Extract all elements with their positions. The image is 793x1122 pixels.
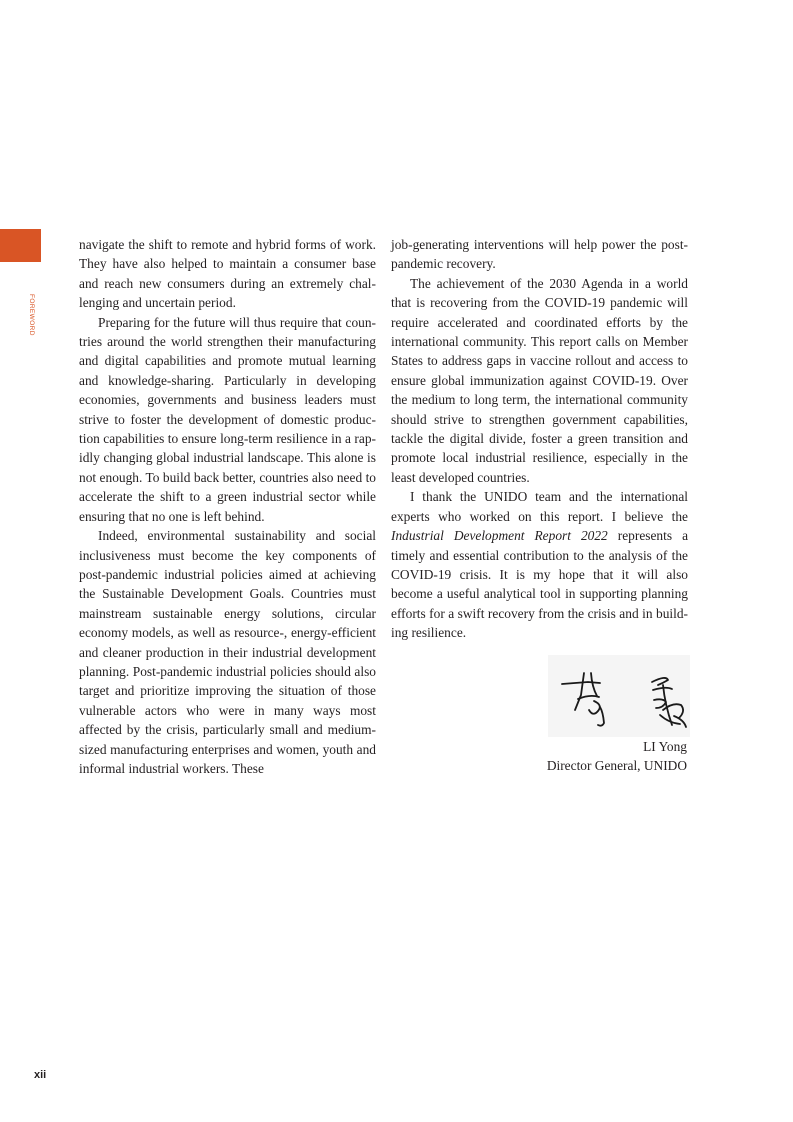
paragraph-text: I thank the UNIDO team and the international experts who worked on this report. I believe the xyxy=(391,489,688,524)
right-text-column xyxy=(391,235,688,643)
left-text-column xyxy=(79,235,376,778)
chapter-tab-marker xyxy=(0,229,41,262)
paragraph: job-generating interventions will help power the post-pandemic recovery. xyxy=(391,237,688,272)
handwritten-signature xyxy=(548,655,690,737)
paragraph-text: represents a timely and essential contribution to the analysis of the COVID-19 crisis. It is my hope that it will also become a useful analytical tool in supporting planning efforts for a swift recovery from the crisis and in building resilience. xyxy=(391,528,689,641)
paragraph: The achievement of the 2030 Agenda in a world that is recovering from the COVID-19 pandemic will require accelerated and coordinated efforts by the international community. This report calls on Member States to address gaps in vaccine rollout and access to ensure global immunization against COVID-19. Over the medium to long term, the international community should strive to strengthen government capabilities, tackle the digital divide, foster a green transition and promote local industrial resilience, especially in the least developed countries. xyxy=(391,275,688,485)
signatory-title: Director General, UNIDO xyxy=(546,758,687,773)
chapter-label: FOREWORD xyxy=(28,294,35,336)
paragraph: Indeed, environmental sustainability and social inclusiveness must become the key components of post-pandemic industrial policies aimed at achieving the Sustainable Development Goals. Countries must mainstream sustainable energy solutions, circular economy models, as well as resource-, energy-efficient and cleaner production in their industrial development planning. Post-pandemic industrial policies should also target and prioritize improving the situation of those vulnerable actors who were in many ways most affected by the crisis, particularly small and medium-sized manufacturing enterprises and women, youth and informal industrial workers. These xyxy=(79,528,376,776)
paragraph: Preparing for the future will thus require that countries around the world strengthen their manufacturing and digital capabilities and promote mutual learning and knowledge-sharing. Particularly in developing economies, governments and business leaders must strive to foster the development of domestic production capabilities to ensure long-term resilience in a rapidly changing global industrial landscape. This alone is not enough. To build back better, countries also need to accelerate the shift to a green industrial sector while ensuring that no one is left behind. xyxy=(79,314,376,524)
report-title: Industrial Development Report 2022 xyxy=(391,528,608,544)
paragraph xyxy=(391,487,688,642)
signatory-name: LI Yong xyxy=(643,739,687,754)
signature-icon xyxy=(548,655,690,737)
page-number: xii xyxy=(34,1069,47,1081)
paragraph: navigate the shift to remote and hybrid forms of work. They have also helped to maintain a consumer base and reach new consumers during an extremely challenging and uncertain period. xyxy=(79,237,376,311)
